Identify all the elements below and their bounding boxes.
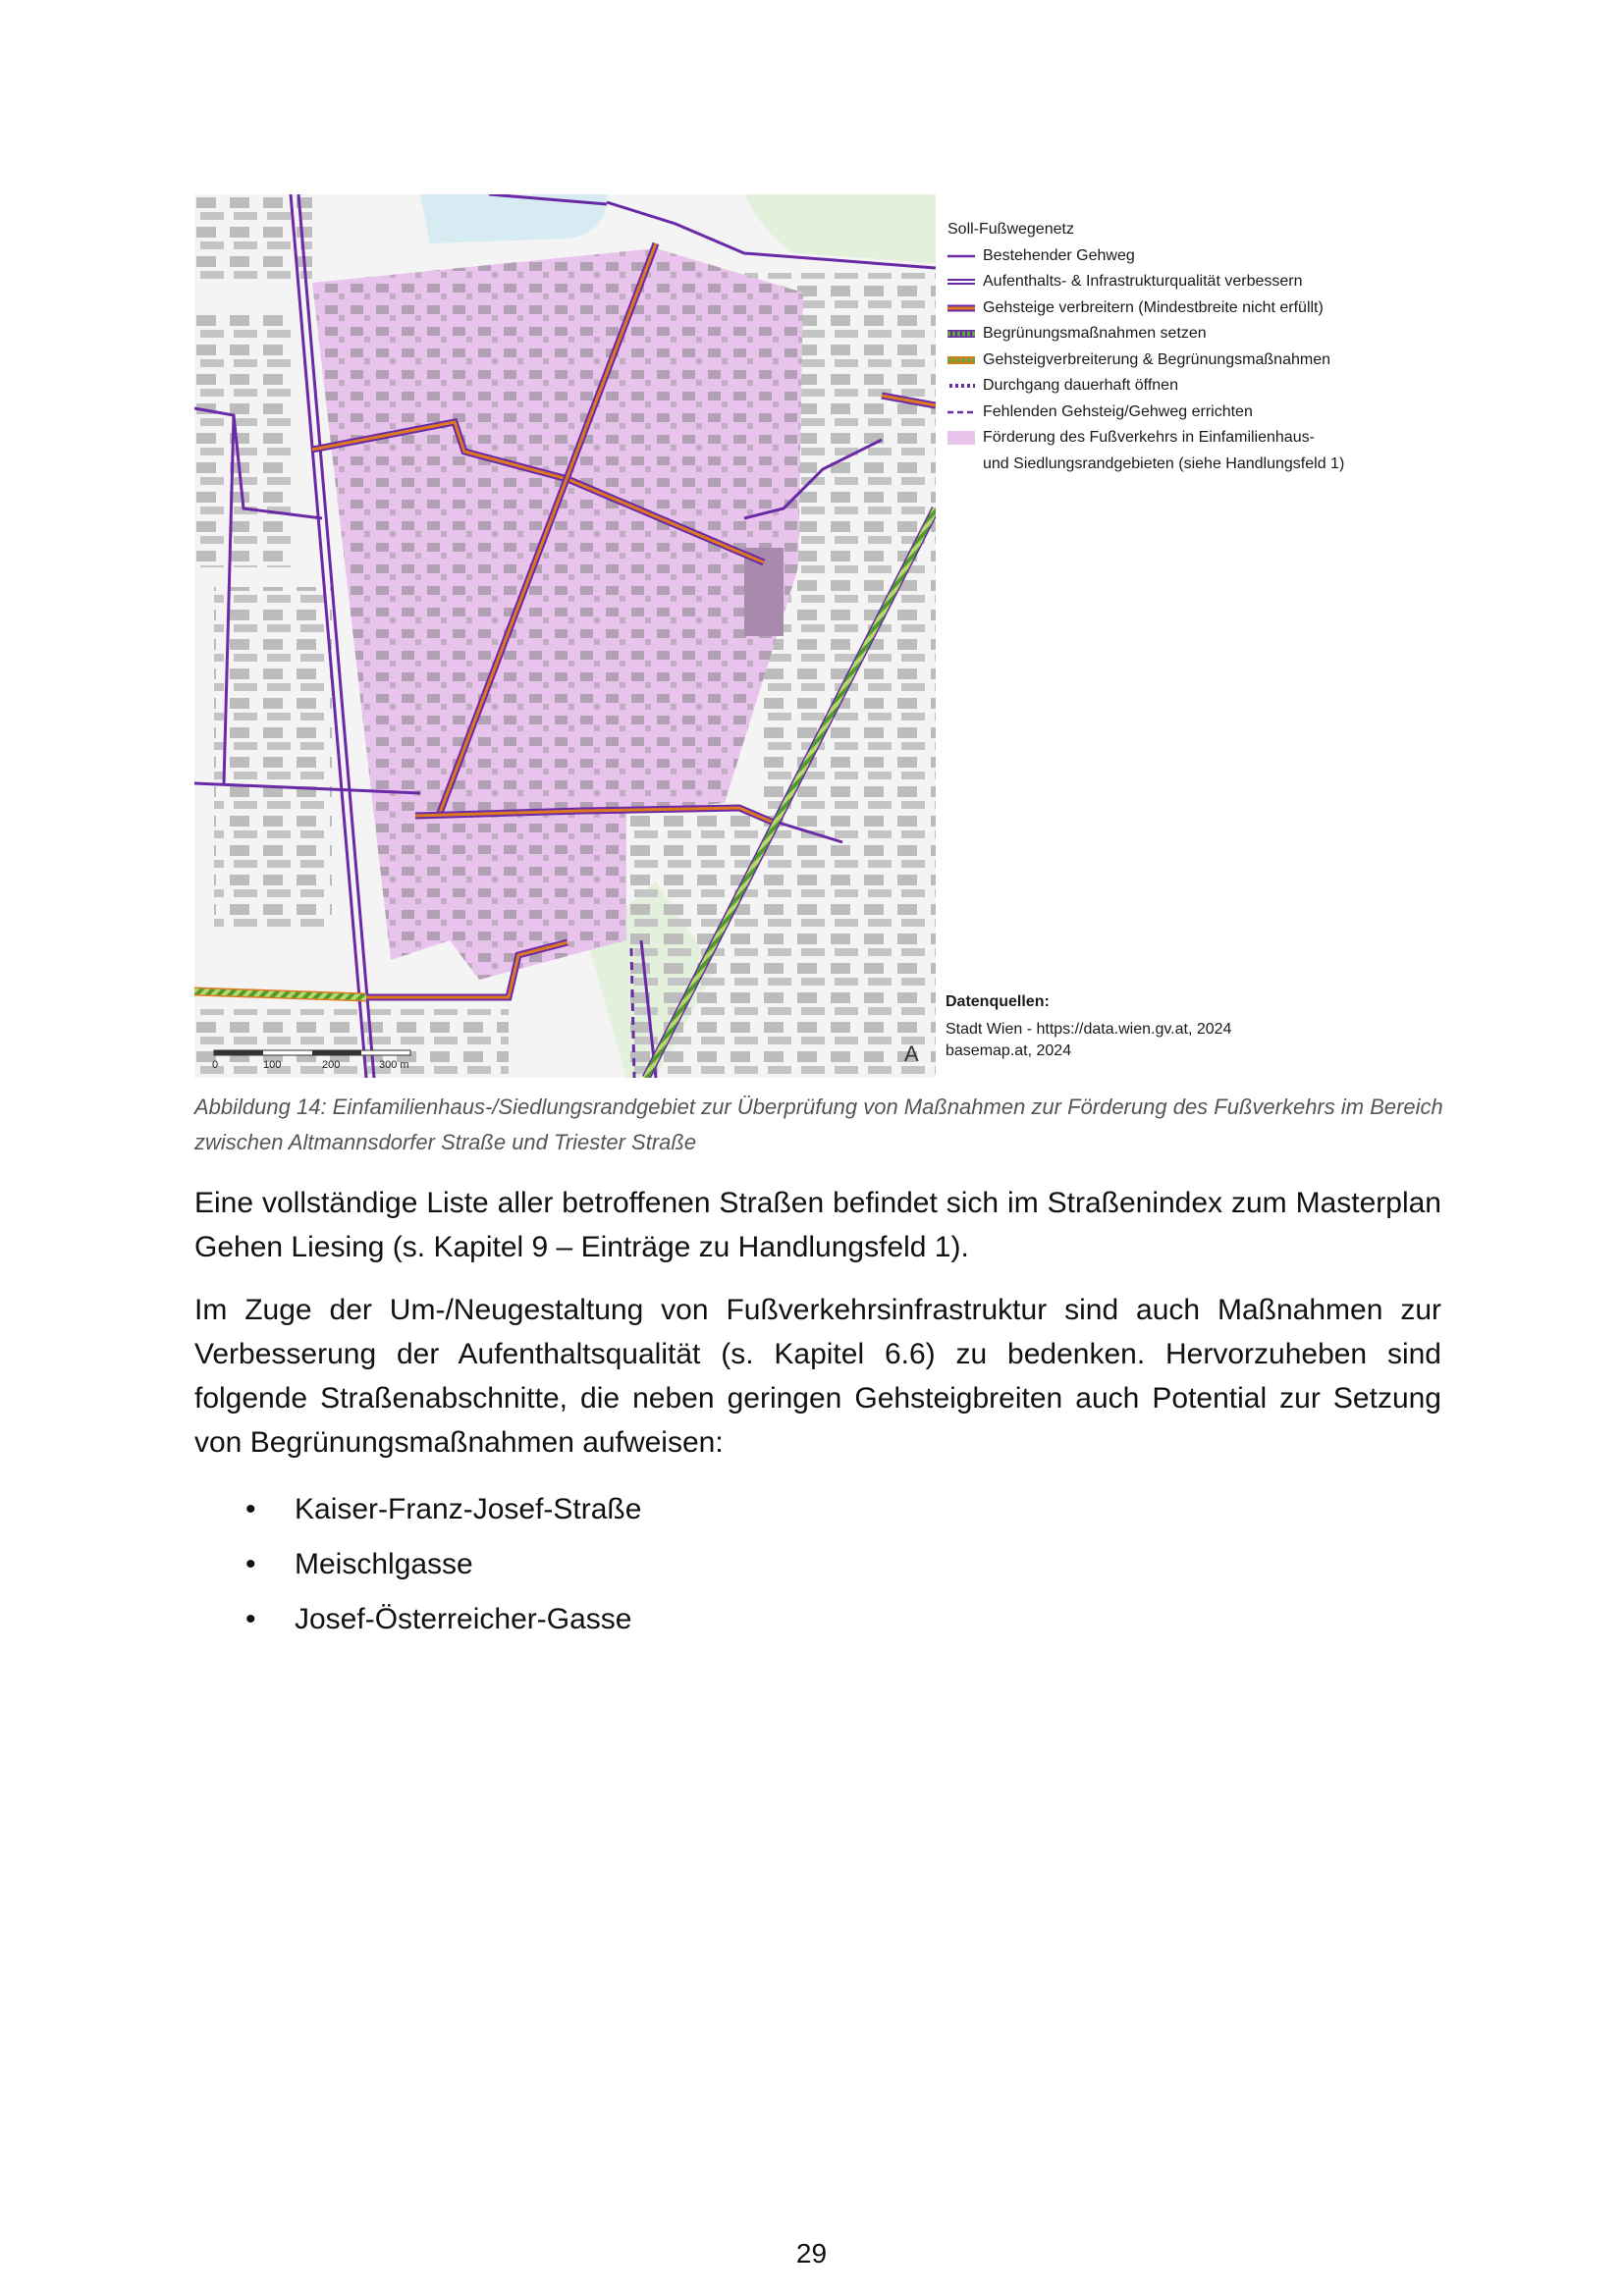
map-figure xyxy=(194,194,936,1078)
legend-label: Begrünungsmaßnahmen setzen xyxy=(983,325,1207,342)
green-orange-icon xyxy=(947,353,975,367)
map-legend xyxy=(947,217,1409,477)
green-hatch-icon xyxy=(947,327,975,341)
scale-tick-300: 300 m xyxy=(379,1059,409,1071)
scale-tick-0: 0 xyxy=(212,1059,219,1071)
legend-label: Aufenthalts- & Infrastrukturqualität verbessern xyxy=(983,273,1303,290)
legend-label: Durchgang dauerhaft öffnen xyxy=(983,377,1178,394)
list-item: • Kaiser-Franz-Josef-Straße xyxy=(194,1482,641,1537)
pink-fill-icon xyxy=(947,431,975,445)
buildings-west xyxy=(194,312,293,567)
legend-item-passage xyxy=(947,373,1409,400)
legend-item-greening xyxy=(947,321,1409,347)
data-sources xyxy=(946,991,1231,1062)
source-line: basemap.at, 2024 xyxy=(946,1042,1072,1059)
list-item: • Meischlgasse xyxy=(194,1537,641,1592)
buildings-east-south xyxy=(764,567,936,1078)
line-purple-icon xyxy=(947,249,975,263)
source-line: Stadt Wien - https://data.wien.gv.at, 2024 xyxy=(946,1021,1232,1038)
legend-item-widen xyxy=(947,295,1409,322)
legend-label: Gehsteigverbreiterung & Begrünungsmaßnahmen xyxy=(983,350,1330,368)
map-canvas xyxy=(194,194,936,1078)
legend-title: Soll-Fußwegenetz xyxy=(947,221,1074,238)
legend-label: und Siedlungsrandgebieten (siehe Handlungsfeld 1) xyxy=(983,454,1345,472)
legend-label: Bestehender Gehweg xyxy=(983,246,1135,264)
legend-item-existing-sidewalk xyxy=(947,243,1409,270)
legend-label: Gehsteige verbreitern (Mindestbreite nicht erfüllt) xyxy=(983,298,1324,316)
legend-label: Fehlenden Gehsteig/Gehweg errichten xyxy=(983,402,1253,420)
paragraph-2: Im Zuge der Um-/Neugestaltung von Fußverkehrsinfrastruktur sind auch Maßnahmen zur Verbesserung der Aufenthaltsqualität (s. Kapitel 6.6) zu bedenken. Hervorzuheben sind folgende Straßenabschnitte, die neben geringen Gehsteigbreiten auch Potential zur Setzung von Begrünungsmaßnahmen aufweisen: xyxy=(194,1294,1441,1459)
sources-heading: Datenquellen: xyxy=(946,993,1050,1010)
legend-item-missing xyxy=(947,400,1409,426)
dashed-purple-icon xyxy=(947,405,975,419)
buildings-west-south xyxy=(214,587,332,931)
north-arrow-icon: A xyxy=(904,1041,919,1066)
buildings-south xyxy=(194,1009,509,1078)
legend-item-promotion xyxy=(947,425,1409,452)
paragraph-1: Eine vollständige Liste aller betroffenen Straßen befindet sich im Straßenindex zum Masterplan Gehen Liesing (s. Kapitel 9 – Einträge zu Handlungsfeld 1). xyxy=(194,1187,1441,1263)
page-number: 29 xyxy=(795,2238,828,2269)
legend-item-promotion-cont xyxy=(947,452,1409,478)
legend-item-widen-greening xyxy=(947,347,1409,374)
list-item: • Josef-Österreicher-Gasse xyxy=(194,1592,641,1647)
scale-tick-100: 100 xyxy=(263,1059,282,1071)
figure-caption: Abbildung 14: Einfamilienhaus-/Siedlungsrandgebiet zur Überprüfung von Maßnahmen zur Förderung des Fußverkehrs im Bereich zwischen Altmannsdorfer Straße und Triester Straße xyxy=(194,1095,1443,1154)
scale-tick-200: 200 xyxy=(322,1059,341,1071)
legend-item-quality xyxy=(947,269,1409,295)
orange-line-icon xyxy=(947,301,975,315)
double-line-purple-icon xyxy=(947,275,975,289)
bullet-list xyxy=(194,1482,641,1647)
dotted-purple-icon xyxy=(947,379,975,393)
legend-label: Förderung des Fußverkehrs in Einfamilienhaus- xyxy=(983,429,1315,446)
